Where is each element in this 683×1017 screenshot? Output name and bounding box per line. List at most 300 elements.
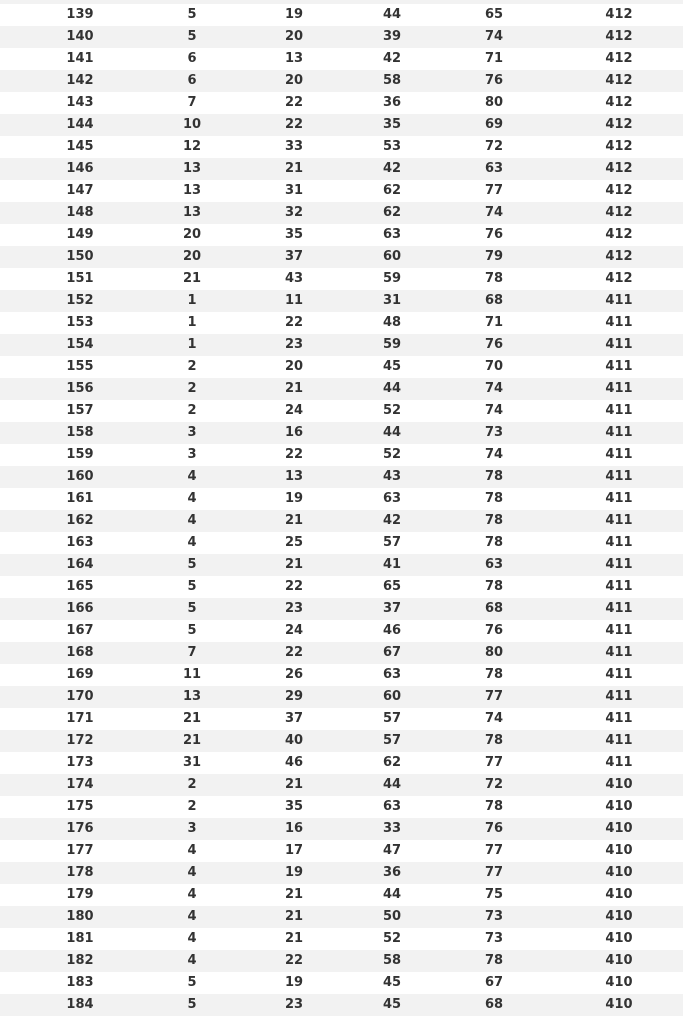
table-cell: 74: [484, 711, 504, 726]
table-cell: 5: [187, 997, 197, 1012]
table-cell: 149: [66, 227, 94, 242]
table-row: [0, 686, 683, 708]
table-cell: 412: [605, 249, 633, 264]
table-cell: 178: [66, 865, 94, 880]
table-cell: 165: [66, 579, 94, 594]
table-cell: 16: [284, 821, 304, 836]
table-cell: 31: [284, 183, 304, 198]
table-cell: 23: [284, 601, 304, 616]
table-cell: 62: [382, 205, 402, 220]
table-cell: 146: [66, 161, 94, 176]
table-cell: 179: [66, 887, 94, 902]
table-cell: 37: [382, 601, 402, 616]
table-row: [0, 312, 683, 334]
table-row: [0, 290, 683, 312]
table-cell: 139: [66, 7, 94, 22]
table-row: [0, 752, 683, 774]
table-cell: 52: [382, 447, 402, 462]
table-cell: 168: [66, 645, 94, 660]
table-cell: 71: [484, 315, 504, 330]
table-cell: 21: [284, 161, 304, 176]
table-cell: 2: [187, 403, 197, 418]
table-cell: 172: [66, 733, 94, 748]
table-cell: 73: [484, 909, 504, 924]
table-cell: 410: [605, 975, 633, 990]
table-cell: 176: [66, 821, 94, 836]
table-cell: 412: [605, 95, 633, 110]
table-cell: 74: [484, 447, 504, 462]
table-cell: 78: [484, 579, 504, 594]
table-cell: 161: [66, 491, 94, 506]
table-cell: 77: [484, 183, 504, 198]
table-cell: 13: [284, 469, 304, 484]
table-cell: 78: [484, 469, 504, 484]
table-cell: 35: [284, 227, 304, 242]
table-cell: 174: [66, 777, 94, 792]
table-cell: 17: [284, 843, 304, 858]
table-cell: 410: [605, 799, 633, 814]
table-cell: 1: [187, 337, 197, 352]
table-cell: 43: [382, 469, 402, 484]
table-row: [0, 840, 683, 862]
table-cell: 175: [66, 799, 94, 814]
table-cell: 78: [484, 513, 504, 528]
table-cell: 19: [284, 7, 304, 22]
table-cell: 180: [66, 909, 94, 924]
table-row: [0, 70, 683, 92]
table-cell: 21: [284, 557, 304, 572]
table-cell: 24: [284, 403, 304, 418]
table-cell: 23: [284, 337, 304, 352]
table-row: [0, 48, 683, 70]
table-cell: 145: [66, 139, 94, 154]
table-cell: 70: [484, 359, 504, 374]
table-cell: 76: [484, 337, 504, 352]
table-row: [0, 620, 683, 642]
table-cell: 42: [382, 51, 402, 66]
table-cell: 4: [187, 931, 197, 946]
table-cell: 411: [605, 293, 633, 308]
table-cell: 20: [284, 29, 304, 44]
table-cell: 171: [66, 711, 94, 726]
table-cell: 411: [605, 315, 633, 330]
table-cell: 77: [484, 843, 504, 858]
table-row: [0, 158, 683, 180]
table-row: [0, 114, 683, 136]
table-cell: 72: [484, 777, 504, 792]
table-cell: 77: [484, 755, 504, 770]
table-cell: 410: [605, 953, 633, 968]
table-cell: 411: [605, 711, 633, 726]
table-cell: 160: [66, 469, 94, 484]
table-cell: 2: [187, 777, 197, 792]
table-cell: 411: [605, 403, 633, 418]
table-cell: 77: [484, 689, 504, 704]
table-cell: 2: [187, 799, 197, 814]
table-cell: 148: [66, 205, 94, 220]
table-cell: 411: [605, 645, 633, 660]
table-cell: 40: [284, 733, 304, 748]
table-cell: 159: [66, 447, 94, 462]
table-cell: 59: [382, 337, 402, 352]
table-cell: 143: [66, 95, 94, 110]
table-cell: 181: [66, 931, 94, 946]
table-cell: 36: [382, 95, 402, 110]
table-cell: 42: [382, 161, 402, 176]
table-cell: 50: [382, 909, 402, 924]
table-cell: 13: [182, 161, 202, 176]
table-cell: 44: [382, 425, 402, 440]
table-cell: 411: [605, 535, 633, 550]
table-cell: 5: [187, 557, 197, 572]
table-cell: 412: [605, 271, 633, 286]
table-cell: 42: [382, 513, 402, 528]
table-row: [0, 554, 683, 576]
table-cell: 7: [187, 95, 197, 110]
table-cell: 78: [484, 667, 504, 682]
table-row: [0, 356, 683, 378]
table-row: [0, 862, 683, 884]
table-row: [0, 532, 683, 554]
table-cell: 76: [484, 623, 504, 638]
table-cell: 411: [605, 733, 633, 748]
table-cell: 62: [382, 183, 402, 198]
table-cell: 21: [182, 733, 202, 748]
table-cell: 154: [66, 337, 94, 352]
table-cell: 6: [187, 51, 197, 66]
table-cell: 39: [382, 29, 402, 44]
table-cell: 69: [484, 117, 504, 132]
table-cell: 411: [605, 579, 633, 594]
table-cell: 411: [605, 337, 633, 352]
table-cell: 78: [484, 271, 504, 286]
table-cell: 164: [66, 557, 94, 572]
table-row: [0, 972, 683, 994]
table-cell: 411: [605, 601, 633, 616]
table-cell: 19: [284, 491, 304, 506]
table-cell: 47: [382, 843, 402, 858]
table-cell: 150: [66, 249, 94, 264]
table-cell: 73: [484, 931, 504, 946]
table-cell: 412: [605, 227, 633, 242]
table-cell: 73: [484, 425, 504, 440]
table-cell: 412: [605, 51, 633, 66]
table-cell: 412: [605, 117, 633, 132]
table-cell: 23: [284, 997, 304, 1012]
table-cell: 33: [284, 139, 304, 154]
table-cell: 410: [605, 887, 633, 902]
table-cell: 37: [284, 711, 304, 726]
table-cell: 63: [484, 557, 504, 572]
table-cell: 21: [284, 909, 304, 924]
table-cell: 4: [187, 865, 197, 880]
table-row: [0, 488, 683, 510]
table-row: [0, 884, 683, 906]
table-cell: 4: [187, 887, 197, 902]
table-cell: 170: [66, 689, 94, 704]
table-cell: 63: [382, 799, 402, 814]
table-cell: 31: [382, 293, 402, 308]
table-cell: 22: [284, 579, 304, 594]
table-row: [0, 444, 683, 466]
table-cell: 63: [382, 491, 402, 506]
table-cell: 22: [284, 315, 304, 330]
table-cell: 13: [182, 205, 202, 220]
table-cell: 13: [182, 689, 202, 704]
table-cell: 411: [605, 469, 633, 484]
table-cell: 412: [605, 73, 633, 88]
table-cell: 151: [66, 271, 94, 286]
table-cell: 410: [605, 909, 633, 924]
table-cell: 153: [66, 315, 94, 330]
table-cell: 78: [484, 491, 504, 506]
table-row: [0, 4, 683, 26]
table-cell: 412: [605, 29, 633, 44]
table-cell: 22: [284, 953, 304, 968]
table-cell: 35: [284, 799, 304, 814]
table-cell: 79: [484, 249, 504, 264]
table-cell: 76: [484, 821, 504, 836]
table-cell: 21: [284, 381, 304, 396]
table-cell: 60: [382, 249, 402, 264]
table-cell: 44: [382, 7, 402, 22]
table-cell: 2: [187, 359, 197, 374]
table-cell: 144: [66, 117, 94, 132]
table-cell: 5: [187, 623, 197, 638]
table-cell: 21: [182, 271, 202, 286]
table-row: [0, 422, 683, 444]
table-cell: 155: [66, 359, 94, 374]
table-cell: 71: [484, 51, 504, 66]
table-cell: 5: [187, 601, 197, 616]
table-row: [0, 642, 683, 664]
table-cell: 22: [284, 117, 304, 132]
table-cell: 411: [605, 425, 633, 440]
table-cell: 157: [66, 403, 94, 418]
table-row: [0, 730, 683, 752]
table-cell: 53: [382, 139, 402, 154]
table-cell: 183: [66, 975, 94, 990]
table-cell: 60: [382, 689, 402, 704]
table-row: [0, 466, 683, 488]
table-cell: 33: [382, 821, 402, 836]
table-cell: 412: [605, 205, 633, 220]
table-cell: 44: [382, 887, 402, 902]
table-row: [0, 180, 683, 202]
table-cell: 11: [284, 293, 304, 308]
table-cell: 80: [484, 95, 504, 110]
table-cell: 10: [182, 117, 202, 132]
table-cell: 78: [484, 535, 504, 550]
table-cell: 3: [187, 821, 197, 836]
table-cell: 35: [382, 117, 402, 132]
table-cell: 25: [284, 535, 304, 550]
table-cell: 21: [182, 711, 202, 726]
table-row: [0, 576, 683, 598]
table-cell: 141: [66, 51, 94, 66]
table-cell: 7: [187, 645, 197, 660]
table-cell: 36: [382, 865, 402, 880]
table-cell: 59: [382, 271, 402, 286]
table-cell: 80: [484, 645, 504, 660]
table-cell: 2: [187, 381, 197, 396]
table-cell: 45: [382, 359, 402, 374]
table-cell: 5: [187, 579, 197, 594]
table-cell: 13: [182, 183, 202, 198]
table-cell: 67: [382, 645, 402, 660]
table-cell: 67: [484, 975, 504, 990]
table-cell: 410: [605, 821, 633, 836]
table-cell: 163: [66, 535, 94, 550]
table-cell: 184: [66, 997, 94, 1012]
table-cell: 24: [284, 623, 304, 638]
table-cell: 22: [284, 447, 304, 462]
table-cell: 57: [382, 733, 402, 748]
table-cell: 5: [187, 29, 197, 44]
table-cell: 63: [484, 161, 504, 176]
table-row: [0, 906, 683, 928]
table-row: [0, 708, 683, 730]
table-cell: 410: [605, 997, 633, 1012]
table-cell: 68: [484, 601, 504, 616]
table-cell: 21: [284, 887, 304, 902]
table-cell: 412: [605, 7, 633, 22]
table-cell: 142: [66, 73, 94, 88]
table-cell: 3: [187, 425, 197, 440]
table-row: [0, 26, 683, 48]
table-cell: 21: [284, 931, 304, 946]
table-cell: 52: [382, 931, 402, 946]
table-cell: 412: [605, 183, 633, 198]
table-cell: 411: [605, 623, 633, 638]
table-cell: 13: [284, 51, 304, 66]
table-row: [0, 994, 683, 1016]
table-row: [0, 268, 683, 290]
table-cell: 46: [284, 755, 304, 770]
table-row: [0, 928, 683, 950]
table-cell: 74: [484, 403, 504, 418]
table-cell: 410: [605, 777, 633, 792]
table-cell: 63: [382, 227, 402, 242]
table-cell: 5: [187, 975, 197, 990]
table-row: [0, 334, 683, 356]
table-cell: 4: [187, 535, 197, 550]
table-cell: 19: [284, 975, 304, 990]
table-cell: 411: [605, 557, 633, 572]
table-cell: 22: [284, 95, 304, 110]
table-row: [0, 246, 683, 268]
table-cell: 76: [484, 227, 504, 242]
table-cell: 4: [187, 909, 197, 924]
table-cell: 41: [382, 557, 402, 572]
table-cell: 411: [605, 755, 633, 770]
table-cell: 4: [187, 953, 197, 968]
table-cell: 1: [187, 293, 197, 308]
table-cell: 68: [484, 997, 504, 1012]
table-cell: 411: [605, 447, 633, 462]
table-cell: 162: [66, 513, 94, 528]
table-cell: 20: [182, 227, 202, 242]
table-cell: 78: [484, 953, 504, 968]
table-row: [0, 400, 683, 422]
table-cell: 1: [187, 315, 197, 330]
table-cell: 62: [382, 755, 402, 770]
table-cell: 412: [605, 139, 633, 154]
table-cell: 20: [182, 249, 202, 264]
table-cell: 57: [382, 535, 402, 550]
table-cell: 44: [382, 381, 402, 396]
table-cell: 156: [66, 381, 94, 396]
table-cell: 32: [284, 205, 304, 220]
table-cell: 75: [484, 887, 504, 902]
table-cell: 20: [284, 73, 304, 88]
table-cell: 169: [66, 667, 94, 682]
table-cell: 147: [66, 183, 94, 198]
table-row: [0, 224, 683, 246]
table-cell: 12: [182, 139, 202, 154]
table-cell: 412: [605, 161, 633, 176]
table-row: [0, 378, 683, 400]
table-cell: 29: [284, 689, 304, 704]
table-cell: 22: [284, 645, 304, 660]
table-cell: 411: [605, 513, 633, 528]
table-cell: 46: [382, 623, 402, 638]
table-cell: 167: [66, 623, 94, 638]
table-cell: 4: [187, 491, 197, 506]
table-cell: 4: [187, 843, 197, 858]
table-cell: 411: [605, 667, 633, 682]
table-cell: 4: [187, 469, 197, 484]
table-cell: 177: [66, 843, 94, 858]
table-cell: 140: [66, 29, 94, 44]
table-row: [0, 818, 683, 840]
table-cell: 411: [605, 381, 633, 396]
table-cell: 37: [284, 249, 304, 264]
table-row: [0, 202, 683, 224]
table-row: [0, 92, 683, 114]
table-cell: 65: [484, 7, 504, 22]
table-cell: 158: [66, 425, 94, 440]
table-cell: 410: [605, 865, 633, 880]
table-cell: 65: [382, 579, 402, 594]
table-cell: 26: [284, 667, 304, 682]
table-cell: 410: [605, 843, 633, 858]
table-cell: 63: [382, 667, 402, 682]
table-cell: 31: [182, 755, 202, 770]
table-cell: 68: [484, 293, 504, 308]
table-cell: 11: [182, 667, 202, 682]
table-cell: 78: [484, 733, 504, 748]
table-cell: 21: [284, 777, 304, 792]
table-cell: 182: [66, 953, 94, 968]
table-cell: 6: [187, 73, 197, 88]
table-cell: 152: [66, 293, 94, 308]
table-cell: 173: [66, 755, 94, 770]
table-cell: 166: [66, 601, 94, 616]
table-cell: 72: [484, 139, 504, 154]
table-row: [0, 796, 683, 818]
table-cell: 77: [484, 865, 504, 880]
table-row: [0, 598, 683, 620]
table-row: [0, 774, 683, 796]
table-cell: 411: [605, 689, 633, 704]
table-cell: 3: [187, 447, 197, 462]
table-row: [0, 664, 683, 686]
data-table: [0, 4, 683, 1016]
table-cell: 16: [284, 425, 304, 440]
table-cell: 20: [284, 359, 304, 374]
table-cell: 76: [484, 73, 504, 88]
